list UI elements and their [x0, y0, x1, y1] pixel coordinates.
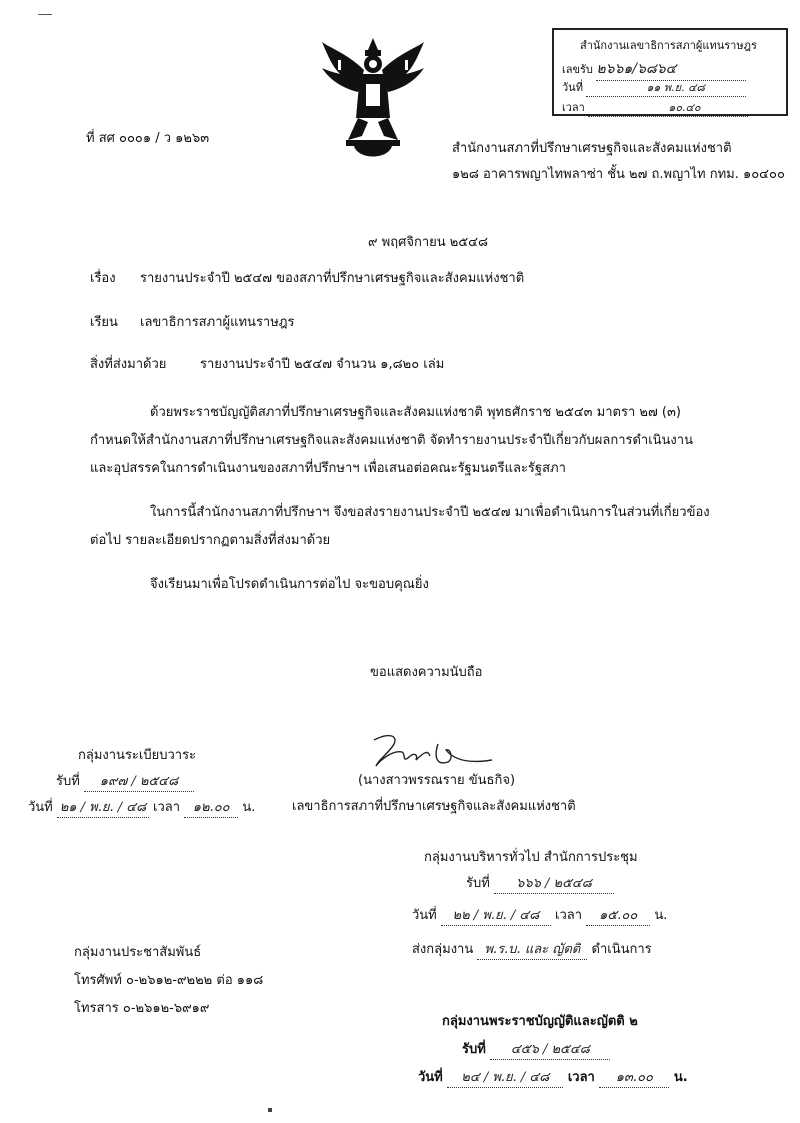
stamp-admin-time-label: เวลา — [555, 908, 583, 923]
receive-stamp-date-value: ๑๑ พ.ย. ๔๘ — [586, 78, 746, 97]
stamp-reg-date-label: วันที่ — [28, 800, 53, 815]
body-p1-line2: กำหนดให้สำนักงานสภาที่ปรึกษาเศรษฐกิจและสังคมแห่งชาติ จัดทำรายงานประจำปีเกี่ยวกับผลการดำเนินงาน — [90, 433, 693, 448]
stamp-admin-date-value: ๒๒ / พ.ย. / ๔๘ — [441, 904, 551, 926]
receive-stamp-time-value: ๑๐.๔๐ — [588, 98, 748, 117]
receive-stamp-title: สำนักงานเลขาธิการสภาผู้แทนราษฎร — [580, 39, 757, 52]
stamp-reg-no-label: รับที่ — [56, 774, 80, 789]
stamp-admin-forward-label: ส่งกลุ่มงาน — [412, 942, 474, 957]
subject-text: รายงานประจำปี ๒๕๔๗ ของสภาที่ปรึกษาเศรษฐกิจและสังคมแห่งชาติ — [140, 271, 525, 286]
scan-mark-bottom — [268, 1108, 272, 1112]
receive-stamp-no-label: เลขรับ — [562, 63, 593, 76]
contact-dept: กลุ่มงานประชาสัมพันธ์ — [74, 945, 202, 960]
body-p2-line1: ในการนี้สำนักงานสภาที่ปรึกษาฯ จึงขอส่งรายงานประจำปี ๒๕๔๗ มาเพื่อดำเนินการในส่วนที่เกี่ยวข้อง — [150, 505, 710, 520]
body-p1-line3: และอุปสรรคในการดำเนินงานของสภาที่ปรึกษาฯ เพื่อเสนอต่อคณะรัฐมนตรีและรัฐสภา — [90, 461, 566, 476]
body-p2-line2: ต่อไป รายละเอียดปรากฏตามสิ่งที่ส่งมาด้วย — [90, 533, 331, 548]
stamp-bill-date-value: ๒๔ / พ.ย. / ๔๘ — [447, 1066, 563, 1088]
stamp-bill-time-value: ๑๓.๐๐ — [599, 1066, 669, 1088]
signer-position: เลขาธิการสภาที่ปรึกษาเศรษฐกิจและสังคมแห่งชาติ — [292, 799, 576, 814]
receive-stamp — [552, 28, 788, 116]
stamp-admin-no-value: ๖๖๖ / ๒๕๔๘ — [494, 872, 614, 894]
signature-image — [368, 730, 498, 774]
stamp-bill-time-unit: น. — [673, 1070, 688, 1085]
stamp-reg-title: กลุ่มงานระเบียบวาระ — [78, 748, 197, 763]
stamp-reg-date-value: ๒๑ / พ.ย. / ๔๘ — [57, 796, 149, 818]
enclosure-label: สิ่งที่ส่งมาด้วย — [90, 357, 167, 372]
closing: ขอแสดงความนับถือ — [370, 665, 483, 680]
stamp-admin-time-unit: น. — [654, 908, 668, 923]
to-label: เรียน — [90, 315, 118, 330]
contact-fax: โทรสาร ๐-๒๖๑๒-๖๙๑๙ — [74, 1001, 210, 1016]
garuda-emblem-icon — [318, 36, 428, 166]
receive-stamp-no-value: ๒๖๖๑/๖๘๖๔ — [596, 58, 746, 81]
stamp-admin-forward-suffix: ดำเนินการ — [591, 942, 652, 957]
enclosure-text: รายงานประจำปี ๒๕๔๗ จำนวน ๑,๘๒๐ เล่ม — [200, 357, 445, 372]
body-p1-line1: ด้วยพระราชบัญญัติสภาที่ปรึกษาเศรษฐกิจและสังคมแห่งชาติ พุทธศักราช ๒๕๔๓ มาตรา ๒๗ (๓) — [150, 405, 681, 420]
stamp-reg-time-label: เวลา — [153, 800, 181, 815]
subject-label: เรื่อง — [90, 271, 116, 286]
stamp-bill-no-value: ๔๕๖ / ๒๕๔๘ — [490, 1038, 610, 1060]
stamp-admin-date-label: วันที่ — [412, 908, 437, 923]
stamp-admin-no-label: รับที่ — [466, 876, 490, 891]
stamp-admin-forward-value: พ.ร.บ. และ ญัตติ — [477, 938, 587, 960]
stamp-reg-time-unit: น. — [242, 800, 256, 815]
stamp-bill-no-label: รับที่ — [462, 1042, 486, 1057]
document-ref: ที่ สศ ๐๐๐๑ / ว ๑๒๖๓ — [86, 131, 210, 146]
stamp-admin-time-value: ๑๕.๐๐ — [586, 904, 650, 926]
document-date: ๙ พฤศจิกายน ๒๕๔๘ — [368, 235, 489, 250]
office-address: ๑๒๘ อาคารพญาไทพลาซ่า ชั้น ๒๗ ถ.พญาไท กทม. ๑๐๔๐๐ — [452, 167, 785, 182]
stamp-reg-no-value: ๑๙๗ / ๒๕๔๘ — [84, 770, 194, 792]
stamp-bill-date-label: วันที่ — [418, 1070, 443, 1085]
signer-name: (นางสาวพรรณราย ขันธกิจ) — [358, 773, 516, 788]
scan-mark — [38, 14, 52, 15]
receive-stamp-date-label: วันที่ — [562, 81, 583, 94]
stamp-admin-title: กลุ่มงานบริหารทั่วไป สำนักการประชุม — [424, 850, 638, 865]
to-text: เลขาธิการสภาผู้แทนราษฎร — [140, 315, 295, 330]
office-name: สำนักงานสภาที่ปรึกษาเศรษฐกิจและสังคมแห่งชาติ — [452, 141, 732, 156]
receive-stamp-time-label: เวลา — [562, 101, 585, 114]
contact-phone: โทรศัพท์ ๐-๒๖๑๒-๙๒๒๒ ต่อ ๑๑๘ — [74, 973, 264, 988]
stamp-reg-time-value: ๑๒.๐๐ — [184, 796, 238, 818]
stamp-bill-time-label: เวลา — [567, 1070, 595, 1085]
stamp-bill-title: กลุ่มงานพระราชบัญญัติและญัตติ ๒ — [442, 1014, 638, 1029]
body-p3: จึงเรียนมาเพื่อโปรดดำเนินการต่อไป จะขอบคุณยิ่ง — [150, 577, 429, 592]
